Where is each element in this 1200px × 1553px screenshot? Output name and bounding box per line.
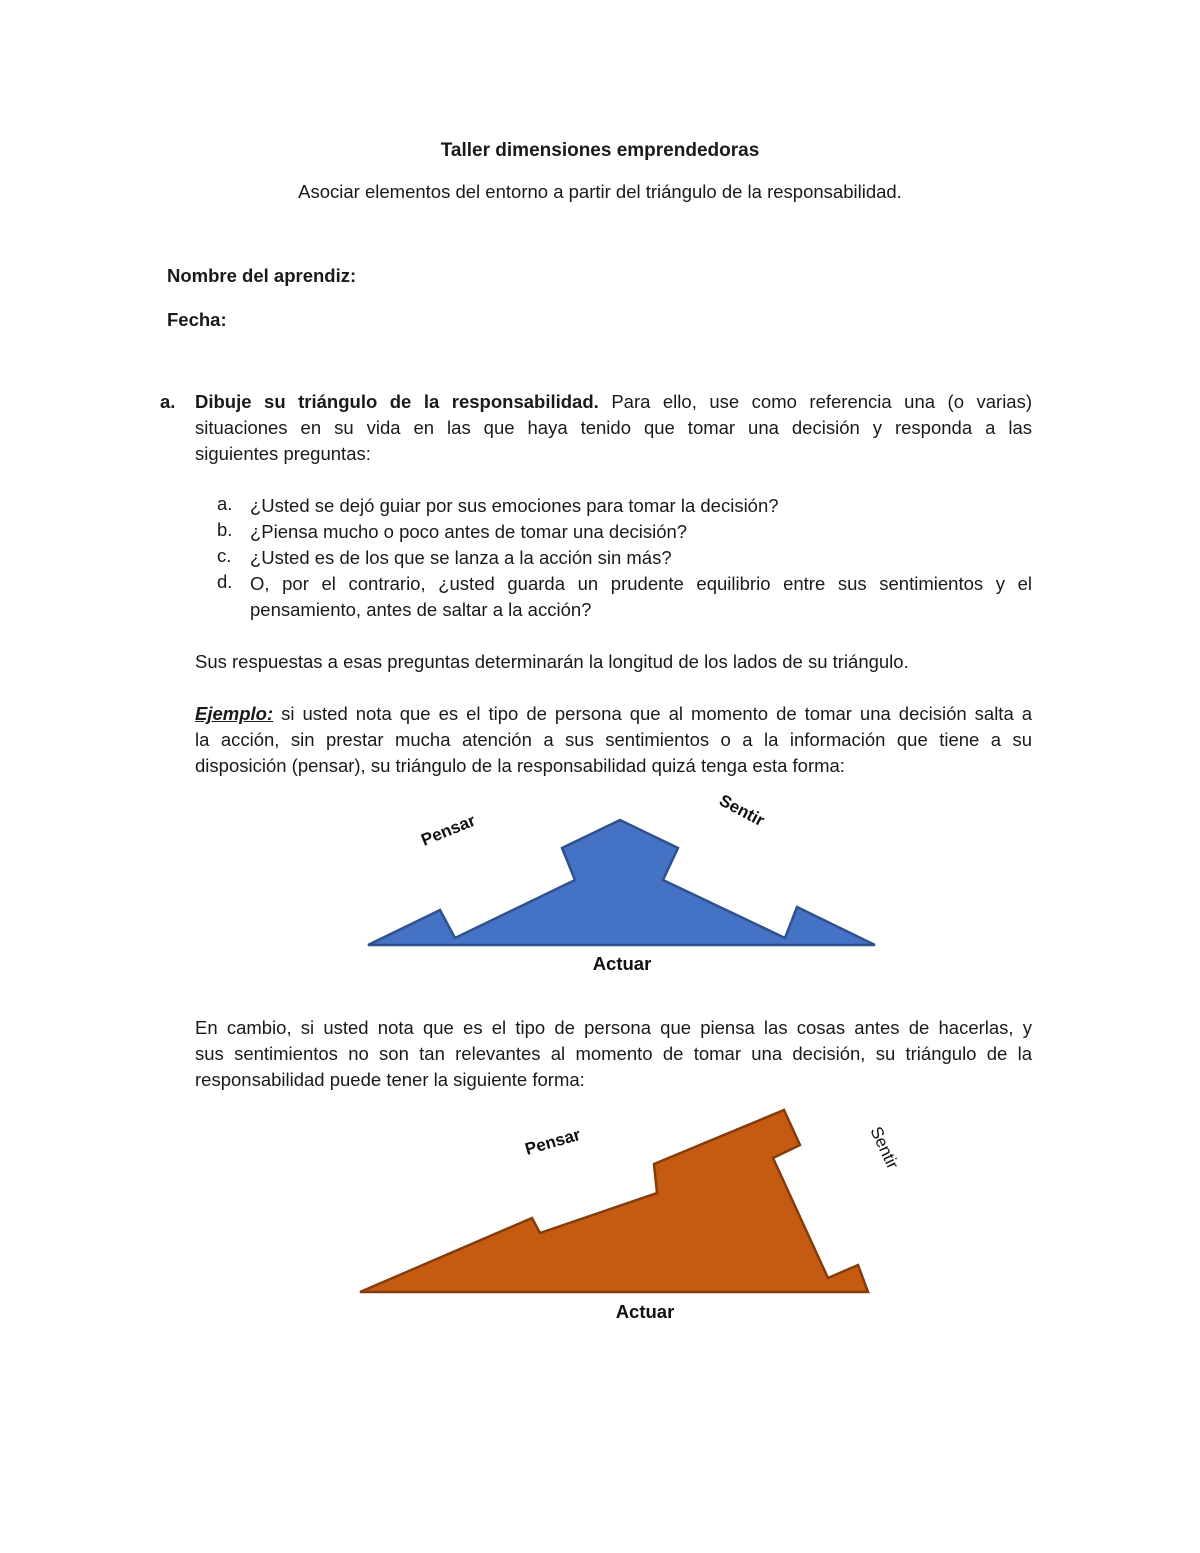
section-a-heading: Dibuje su triángulo de la responsabilidad. — [195, 391, 599, 412]
contrast-line-2: sus sentimientos no son tan relevantes al momento de tomar una decisión, su triángulo de la — [195, 1043, 1032, 1064]
question-d-line-1: O, por el contrario, ¿usted guarda un prudente equilibrio entre sus sentimientos y el — [250, 573, 1032, 594]
example-line-3: disposición (pensar), su triángulo de la responsabilidad quizá tenga esta forma: — [195, 755, 845, 776]
answers-note: Sus respuestas a esas preguntas determinarán la longitud de los lados de su triángulo. — [195, 651, 909, 672]
section-a-line1-rest: Para ello, use como referencia una (o varias) — [611, 391, 1033, 412]
section-a-line-2: situaciones en su vida en las que haya tenido que tomar una decisión y responda a las — [195, 417, 1032, 438]
diagram1-label-actuar: Actuar — [592, 953, 652, 974]
diagram2-label-sentir: Sentir — [866, 1123, 903, 1172]
diagram1-label-pensar: Pensar — [418, 810, 479, 850]
question-letter: d. — [217, 571, 233, 592]
diagram2-label-actuar: Actuar — [615, 1301, 675, 1322]
name-field-label: Nombre del aprendiz: — [167, 265, 357, 286]
date-field-label: Fecha: — [167, 309, 227, 330]
question-letter: a. — [217, 493, 233, 514]
contrast-line-1: En cambio, si usted nota que es el tipo de persona que piensa las cosas antes de hacerlas, y — [195, 1017, 1032, 1038]
page-title: Taller dimensiones emprendedoras — [440, 140, 760, 161]
example-line-2: la acción, sin prestar mucha atención a sus sentimientos o a la información que tiene a su — [195, 729, 1032, 750]
section-a-line-3: siguientes preguntas: — [195, 443, 371, 464]
question-text: ¿Piensa mucho o poco antes de tomar una decisión? — [250, 521, 688, 542]
orange-triangle-shape — [360, 1110, 868, 1292]
example-line1-rest: si usted nota que es el tipo de persona que al momento de tomar una decisión salta a — [281, 703, 1033, 724]
question-d-line-2: pensamiento, antes de saltar a la acción? — [250, 599, 592, 620]
question-letter: b. — [217, 519, 233, 540]
question-letter: c. — [217, 545, 232, 566]
contrast-line-3: responsabilidad puede tener la siguiente forma: — [195, 1069, 585, 1090]
question-text: ¿Usted es de los que se lanza a la acción sin más? — [250, 547, 672, 568]
diagram1-label-sentir: Sentir — [716, 790, 768, 831]
diagram2-label-pensar: Pensar — [522, 1124, 583, 1159]
example-label: Ejemplo: — [195, 703, 274, 724]
section-marker: a. — [160, 391, 176, 412]
page-subtitle: Asociar elementos del entorno a partir del triángulo de la responsabilidad. — [298, 181, 902, 202]
question-text: ¿Usted se dejó guiar por sus emociones para tomar la decisión? — [250, 495, 779, 516]
